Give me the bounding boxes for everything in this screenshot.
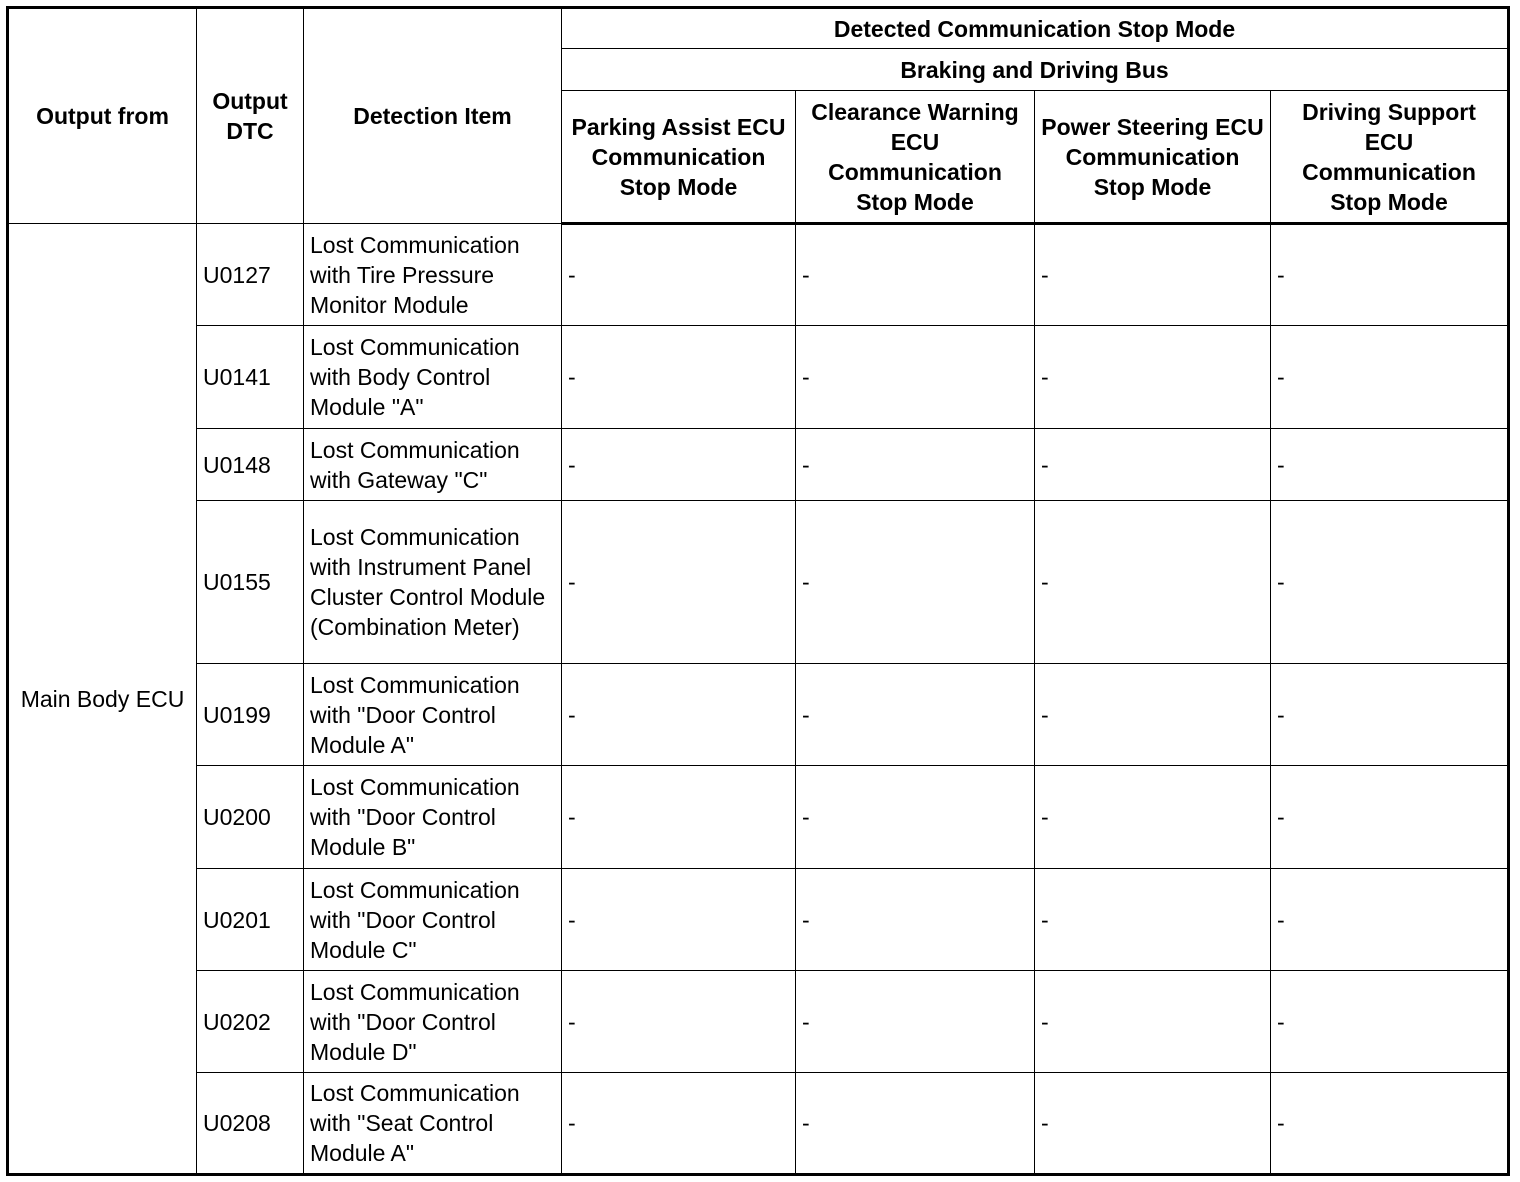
header-detected-communication-stop-mode: Detected Communication Stop Mode [562,8,1509,49]
output-from-cell: Main Body ECU [8,224,197,1175]
parking-assist-value: - [562,664,796,766]
parking-assist-value: - [562,766,796,869]
detection-item: Lost Communication with Tire Pressure Monitor Module [304,224,562,326]
power-steering-value: - [1035,766,1271,869]
power-steering-value: - [1035,971,1271,1073]
parking-assist-value: - [562,971,796,1073]
table-row [8,664,1509,766]
clearance-warning-value: - [796,971,1035,1073]
driving-support-value: - [1271,1073,1509,1175]
clearance-warning-value: - [796,664,1035,766]
clearance-warning-value: - [796,224,1035,326]
detection-item: Lost Communication with Instrument Panel Cluster Control Module (Combination Meter) [304,501,562,664]
detection-item: Lost Communication with "Seat Control Module A" [304,1073,562,1175]
driving-support-value: - [1271,326,1509,429]
parking-assist-value: - [562,869,796,971]
dtc-table [6,6,1510,1176]
table-row [8,1073,1509,1175]
table-row [8,326,1509,429]
power-steering-value: - [1035,869,1271,971]
table-row [8,501,1509,664]
dtc-code: U0200 [197,766,304,869]
header-output-from: Output from [8,8,197,224]
power-steering-value: - [1035,326,1271,429]
table-body [8,224,1509,1175]
parking-assist-value: - [562,224,796,326]
driving-support-value: - [1271,971,1509,1073]
clearance-warning-value: - [796,869,1035,971]
dtc-code: U0199 [197,664,304,766]
power-steering-value: - [1035,501,1271,664]
clearance-warning-value: - [796,766,1035,869]
header-braking-and-driving-bus: Braking and Driving Bus [562,49,1509,91]
header-parking-assist-ecu: Parking Assist ECU Communication Stop Mode [562,91,796,224]
header-clearance-warning-ecu: Clearance Warning ECU Communication Stop Mode [796,91,1035,224]
parking-assist-value: - [562,501,796,664]
table-row [8,429,1509,501]
table-row [8,224,1509,326]
detection-item: Lost Communication with Body Control Module "A" [304,326,562,429]
driving-support-value: - [1271,429,1509,501]
driving-support-value: - [1271,224,1509,326]
dtc-code: U0127 [197,224,304,326]
driving-support-value: - [1271,664,1509,766]
table-row [8,766,1509,869]
header-detection-item: Detection Item [304,8,562,224]
clearance-warning-value: - [796,326,1035,429]
dtc-code: U0155 [197,501,304,664]
dtc-code: U0141 [197,326,304,429]
power-steering-value: - [1035,664,1271,766]
power-steering-value: - [1035,1073,1271,1175]
driving-support-value: - [1271,766,1509,869]
driving-support-value: - [1271,501,1509,664]
parking-assist-value: - [562,326,796,429]
dtc-code: U0201 [197,869,304,971]
table-row [8,971,1509,1073]
dtc-code: U0148 [197,429,304,501]
detection-item: Lost Communication with "Door Control Module C" [304,869,562,971]
detection-item: Lost Communication with Gateway "C" [304,429,562,501]
dtc-code: U0208 [197,1073,304,1175]
driving-support-value: - [1271,869,1509,971]
header-output-dtc: Output DTC [197,8,304,224]
table-header [8,8,1509,224]
table-row [8,869,1509,971]
power-steering-value: - [1035,224,1271,326]
clearance-warning-value: - [796,1073,1035,1175]
detection-item: Lost Communication with "Door Control Module B" [304,766,562,869]
detection-item: Lost Communication with "Door Control Module D" [304,971,562,1073]
clearance-warning-value: - [796,429,1035,501]
header-power-steering-ecu: Power Steering ECU Communication Stop Mode [1035,91,1271,224]
parking-assist-value: - [562,1073,796,1175]
detection-item: Lost Communication with "Door Control Module A" [304,664,562,766]
dtc-code: U0202 [197,971,304,1073]
clearance-warning-value: - [796,501,1035,664]
power-steering-value: - [1035,429,1271,501]
parking-assist-value: - [562,429,796,501]
header-driving-support-ecu: Driving Support ECU Communication Stop Mode [1271,91,1509,224]
